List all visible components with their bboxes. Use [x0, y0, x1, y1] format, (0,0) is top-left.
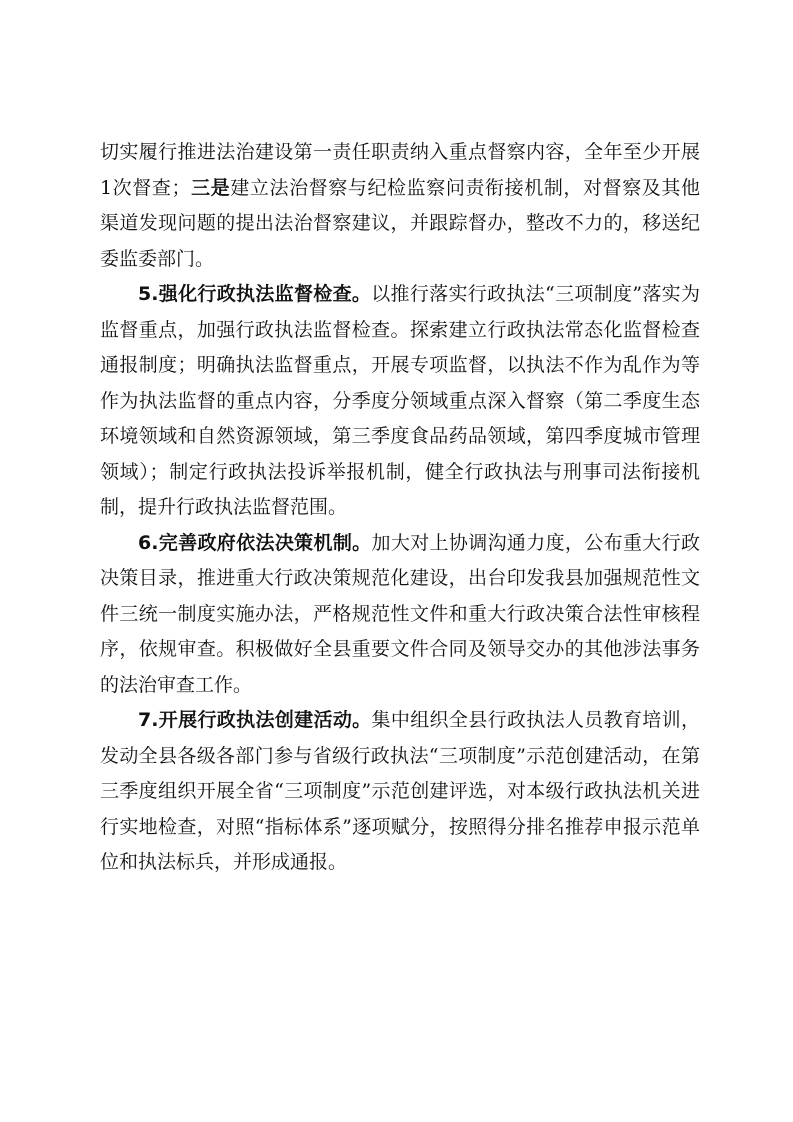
paragraph-item-5 — [100, 277, 700, 526]
item-heading: 6.完善政府依法决策机制。 — [138, 531, 372, 554]
paragraph-text: 加大对上协调沟通力度，公布重大行政决策目录，推进重大行政决策规范化建设，出台印发我县加强规范性文件三统一制度实施办法，严格规范性文件和重大行政决策合法性审核程序，依规审查。积极做好全县重要文件合同及领导交办的其他涉法事务的法治审查工作。 — [100, 531, 700, 696]
paragraph-continuation — [100, 135, 700, 277]
paragraph-text: 集中组织全县行政执法人员教育培训，发动全县各级各部门参与省级行政执法“三项制度”示范创建活动，在第三季度组织开展全省“三项制度”示范创建评选，对本级行政执法机关进行实地检查，对照“指标体系”逐项赋分，按照得分排名推荐申报示范单位和执法标兵，并形成通报。 — [100, 709, 700, 873]
paragraph-text: 切实履行推进法治建设第一责任职责纳入重点督察内容，全年至少开展1次督查； — [100, 141, 700, 199]
bold-phrase: 三是 — [190, 176, 231, 199]
paragraph-item-6 — [100, 526, 700, 704]
paragraph-text: 建立法治督察与纪检监察问责衔接机制，对督察及其他渠道发现问题的提出法治督察建议，并跟踪督办，整改不力的，移送纪委监委部门。 — [100, 176, 700, 270]
paragraph-text: 以推行落实行政执法“三项制度”落实为监督重点，加强行政执法监督检查。探索建立行政执法常态化监督检查通报制度；明确执法监督重点，开展专项监督，以执法不作为乱作为等作为执法监督的重点内容，分季度分领域重点深入督察（第二季度生态环境领域和自然资源领域，第三季度食品药品领域，第四季度城市管理领域）；制定行政执法投诉举报机制，健全行政执法与刑事司法衔接机制，提升行政执法监督范围。 — [100, 283, 700, 518]
document-body — [100, 135, 700, 881]
paragraph-item-7 — [100, 703, 700, 881]
item-heading: 5.强化行政执法监督检查。 — [138, 283, 372, 305]
item-heading: 7.开展行政执法创建活动。 — [138, 709, 372, 731]
